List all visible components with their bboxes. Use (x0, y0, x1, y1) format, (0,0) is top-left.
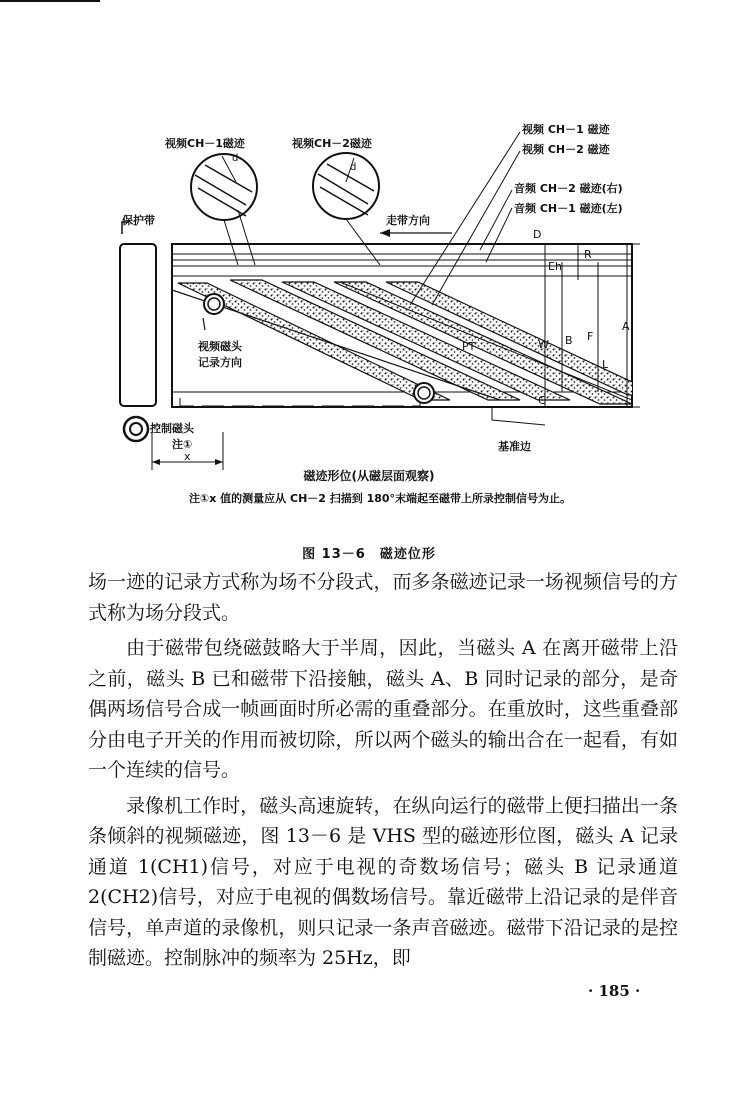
pt-label: PT (462, 340, 476, 353)
track-pattern-figure (0, 0, 738, 520)
right-ch2-label: 视频 CH－2 磁迹 (522, 143, 610, 156)
reference-edge-label: 基准边 (498, 440, 531, 453)
ch2-track-label: 视频CH－2磁迹 (292, 137, 372, 150)
video-head-label-2: 记录方向 (198, 356, 242, 369)
page-number: · 185 · (588, 982, 641, 1000)
dim-R: R (584, 248, 592, 261)
track-diagram (0, 0, 738, 470)
guard-band-strip (120, 244, 156, 406)
observation-caption: 磁迹形位(从磁层面观察) (303, 469, 435, 483)
dim-C: C (538, 394, 546, 407)
dim-Eh: Eh (548, 260, 562, 273)
x-label: x (184, 450, 191, 463)
body-text (88, 567, 678, 974)
paragraph-2: 由于磁带包绕磁鼓略大于半周，因此，当磁头 A 在离开磁带上沿之前，磁头 B 已和磁带下沿接触，磁头 A、B 同时记录的部分，是奇偶两场信号合成一帧画面时所必需的重叠部分。在重放时，这些重叠部分由电子开关的作用而被切除，所以两个磁头的输出合在一起看，有如一个连续的信号。 (88, 637, 678, 781)
dim-W: W (538, 338, 549, 351)
note-mark-label: 注① (172, 438, 193, 451)
dim-L: L (602, 358, 609, 371)
figure-note: 注①x 值的测量应从 CH－2 扫描到 180°末端起至磁带上所录控制信号为止。 (188, 492, 572, 505)
ch1-track-label: 视频CH－1磁迹 (165, 137, 245, 150)
dim-F: F (587, 330, 594, 343)
audio-ch2-label: 音频 CH－2 磁迹(右) (514, 182, 623, 195)
figure-title: 图 13－6 磁迹位形 (302, 547, 436, 562)
dim-B: B (565, 334, 573, 347)
video-head-icon-2 (414, 383, 434, 403)
guard-band-label: 保护带 (122, 214, 155, 227)
control-head-icon (124, 417, 148, 441)
d-label-2: d (350, 162, 357, 173)
video-head-label-1: 视频磁头 (198, 340, 242, 353)
dim-A: A (622, 320, 630, 333)
right-ch1-label: 视频 CH－1 磁迹 (522, 123, 610, 136)
dim-D: D (533, 228, 542, 241)
paragraph-3: 录像机工作时，磁头高速旋转，在纵向运行的磁带上便扫描出一条条倾斜的视频磁迹，图 13－6 是 VHS 型的磁迹形位图，磁头 A 记录通道 1(CH1)信号，对应于电视的奇数场信号；磁头 B 记录通道 2(CH2)信号，对应于电视的偶数场信号。靠近磁带上沿记录的是伴音信号，单声道的录像机，则只记录一条声音磁迹。磁带下沿记录的是控制磁迹。控制脉冲的频率为 25Hz，即 (88, 794, 678, 969)
audio-ch1-label: 音频 CH－1 磁迹(左) (514, 202, 623, 215)
d-label-1: d (232, 153, 239, 164)
tape-direction-label: 走带方向 (386, 214, 430, 227)
paragraph-1: 场一迹的记录方式称为场不分段式，而多条磁迹记录一场视频信号的方式称为场分段式。 (88, 571, 678, 624)
control-head-label: 控制磁头 (150, 422, 194, 435)
